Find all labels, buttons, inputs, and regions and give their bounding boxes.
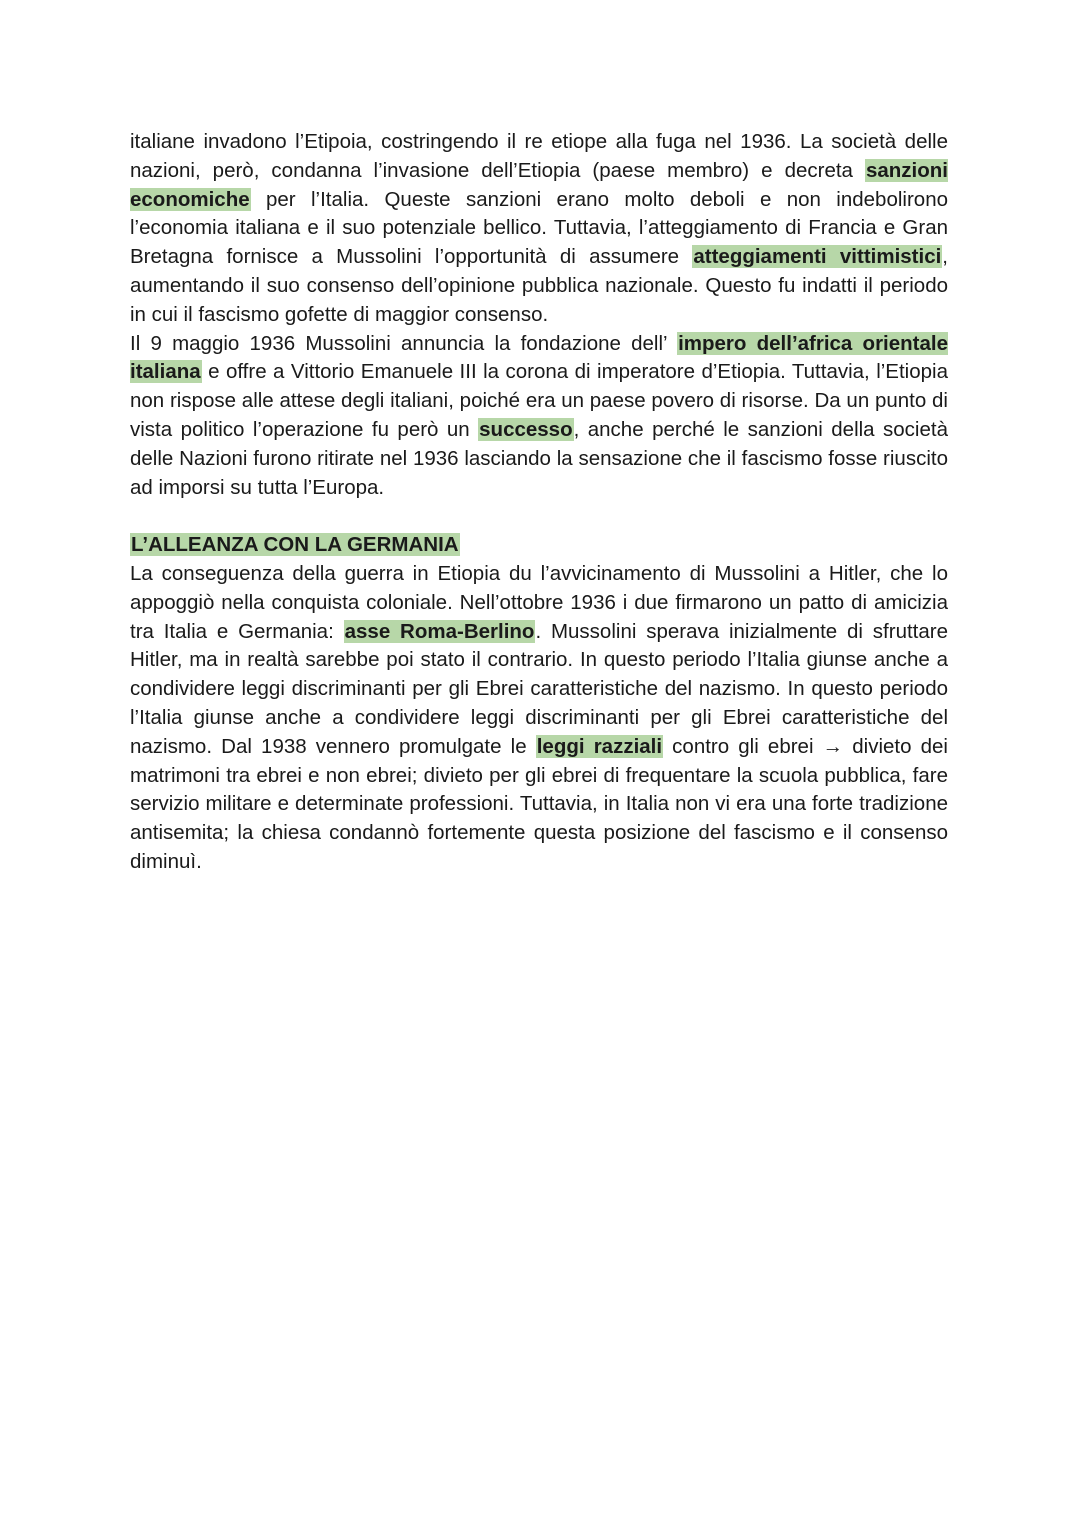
text-span: , aumentando il suo consenso dell’opinione pubblica nazionale. Questo fu indatti il periodo in cui il fascismo gofette di maggior consenso. — [130, 245, 948, 326]
highlight-asse-roma-berlino: asse Roma-Berlino — [344, 619, 535, 643]
highlight-impero-africa-orientale: impero dell’africa orientale italiana — [130, 331, 948, 384]
text-span: italiane invadono l’Etipoia, costringendo il re etiope alla fuga nel 1936. La società delle nazioni, però, condanna l’invasione dell’Etiopia (paese membro) e decreta — [130, 130, 948, 182]
text-span: . Mussolini sperava inizialmente di sfruttare Hitler, ma in realtà sarebbe poi stato il contrario. In questo periodo l’Italia giunse anche a condividere leggi discriminanti per gli Ebrei caratteristiche del nazismo. In questo periodo l’Italia giunse anche a condividere leggi discriminanti per gli Ebrei caratteristiche del nazismo. Dal 1938 vennero promulgate le — [130, 619, 948, 758]
paragraph-ethiopia-invasion — [130, 128, 948, 330]
text-span: per l’Italia. Queste sanzioni erano molto deboli e non indebolirono l’economia italiana e il suo potenziale bellico. Tuttavia, l’atteggiamento di Francia e Gran Bretagna fornisce a Mussolini l’opportunità di assumere — [130, 187, 948, 269]
highlight-leggi-razziali: leggi razziali — [536, 734, 663, 758]
highlight-sanzioni-economiche: sanzioni economiche — [130, 158, 948, 211]
text-span: e offre a Vittorio Emanuele III la corona di imperatore d’Etiopia. Tuttavia, l’Etiopia non rispose alle attese degli italiani, poiché era un paese povero di risorse. Da un punto di vista politico l’operazione fu però un — [130, 360, 948, 441]
heading-alleanza-germania: L’ALLEANZA CON LA GERMANIA — [131, 533, 459, 557]
text-span: La conseguenza della guerra in Etiopia du l’avvicinamento di Mussolini a Hitler, che lo appoggiò nella conquista coloniale. Nell’ottobre 1936 i due firmarono un patto di amicizia tra Italia e Germania: — [130, 561, 948, 643]
text-span: contro gli ebrei → divieto dei matrimoni tra ebrei e non ebrei; divieto per gli ebrei di frequentare la scuola pubblica, fare servizio militare e determinate professioni. Tuttavia, in Italia non vi era una forte tradizione antisemita; la chiesa condannò fortemente questa posizione del fascismo e il consenso diminuì. — [130, 734, 948, 873]
highlight-successo: successo — [479, 417, 573, 441]
text-span: Il 9 maggio 1936 Mussolini annuncia la fondazione dell’ — [130, 331, 678, 355]
text-span: , anche perché le sanzioni della società delle Nazioni furono ritirate nel 1936 lasciando la sensazione che il fascismo fosse riuscito ad imporsi su tutta l’Europa. — [130, 417, 948, 499]
document-page — [130, 128, 948, 877]
highlight-atteggiamenti-vittimistici: atteggiamenti vittimistici — [693, 245, 942, 269]
paragraph-alleanza-germania — [130, 560, 948, 877]
section-heading — [130, 531, 948, 560]
paragraph-impero-africa — [130, 330, 948, 503]
